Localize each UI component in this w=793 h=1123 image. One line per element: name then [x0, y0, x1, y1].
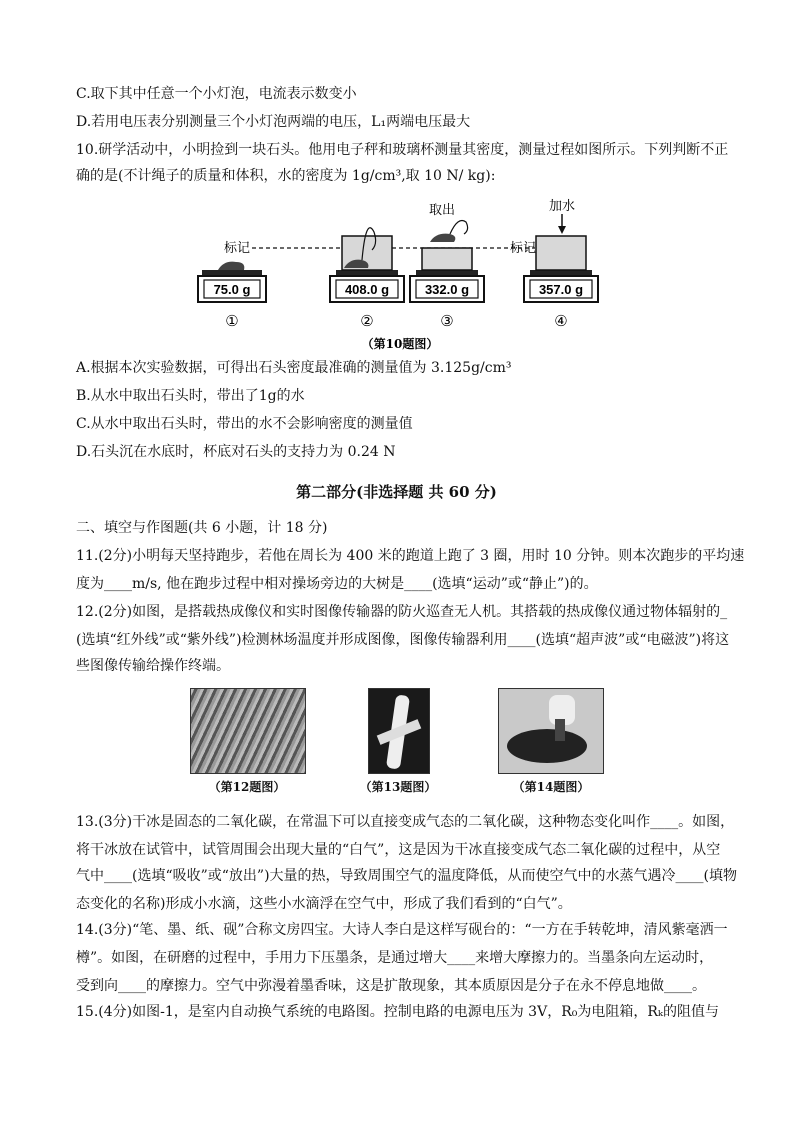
- photo-fig12-drone-forest: [190, 688, 306, 774]
- figure-10: [190, 196, 610, 356]
- question-14-line-3: 受到向____的摩擦力。空气中弥漫着墨香味，这是扩散现象，其本质原因是分子在永不停息地做____。: [76, 978, 706, 994]
- section-subtitle: 二、填空与作图题(共 6 小题，计 18 分): [76, 520, 328, 536]
- addwater-label: 加水: [548, 199, 576, 214]
- question-12-line-2: (选填“红外线”或“紫外线”)检测林场温度并形成图像，图像传输器利用____(选填“超声波”或“电磁波”)将这: [76, 632, 730, 648]
- question-13-line-1: 13.(3分)干冰是固态的二氧化碳，在常温下可以直接变成气态的二氧化碳，这种物态变化叫作____。如图，: [76, 814, 735, 830]
- question-11-line-1: 11.(2分)小明每天坚持跑步，若他在周长为 400 米的跑道上跑了 3 圈，用时 10 分钟。则本次跑步的平均速: [76, 548, 745, 564]
- option-10c: C.从水中取出石头时，带出的水不会影响密度的测量值: [76, 416, 413, 432]
- option-10d: D.石头沉在水底时，杯底对石头的支持力为 0.24 N: [76, 444, 396, 460]
- option-9c: C.取下其中任意一个小灯泡，电流表示数变小: [76, 86, 357, 102]
- caption-fig12: （第12题图）: [208, 780, 286, 794]
- question-11-line-2: 度为____m/s, 他在跑步过程中相对操场旁边的大树是____(选填“运动”或“静止”)的。: [76, 576, 598, 592]
- question-14-line-1: 14.(3分)“笔、墨、纸、砚”合称文房四宝。大诗人李白是这样写砚台的：“一方在手转乾坤，清风紫毫洒一: [76, 922, 728, 938]
- mark-label-right: 标记: [510, 241, 537, 256]
- reading-3: 332.0 g: [424, 282, 470, 297]
- question-13-line-2: 将干冰放在试管中，试管周围会出现大量的“白气”，这是因为干冰直接变成气态二氧化碳的过程中，从空: [76, 842, 721, 858]
- option-10b: B.从水中取出石头时，带出了1g的水: [76, 388, 305, 404]
- question-14-line-2: 樽”。如图，在研磨的过程中，手用力下压墨条，是通过增大____来增大摩擦力的。当墨条向左运动时，: [76, 950, 714, 966]
- reading-1: 75.0 g: [213, 282, 251, 297]
- option-10a: A.根据本次实验数据，可得出石头密度最准确的测量值为 3.125g/cm³: [76, 360, 512, 376]
- question-15-line-1: 15.(4分)如图-1，是室内自动换气系统的电路图。控制电路的电源电压为 3V，R₀为电阻箱，Rₖ的阻值与: [76, 1004, 719, 1020]
- figure-10-caption: （第10题图）: [361, 337, 439, 351]
- question-12-line-3: 些图像传输给操作终端。: [76, 658, 230, 674]
- reading-2: 408.0 g: [344, 282, 390, 297]
- takeout-label: 取出: [428, 203, 456, 218]
- caption-fig14: （第14题图）: [512, 780, 590, 794]
- label-1: ①: [225, 312, 239, 330]
- label-3: ③: [440, 312, 454, 330]
- mark-label-left: 标记: [223, 241, 250, 256]
- section-title: 第二部分(非选择题 共 60 分): [296, 483, 497, 501]
- question-10-line-1: 10.研学活动中，小明捡到一块石头。他用电子秤和玻璃杯测量其密度，测量过程如图所示。下列判断不正: [76, 142, 729, 158]
- label-2: ②: [360, 312, 374, 330]
- caption-fig13: （第13题图）: [359, 780, 437, 794]
- question-13-line-4: 态变化的名称)形成小水滴，这些小水滴浮在空气中，形成了我们看到的“白气”。: [76, 896, 572, 912]
- photo-fig14-ink-stone: [498, 688, 604, 774]
- reading-4: 357.0 g: [538, 282, 584, 297]
- question-12-line-1: 12.(2分)如图，是搭载热成像仪和实时图像传输器的防火巡查无人机。其搭载的热成像仪通过物体辐射的_: [76, 604, 728, 620]
- label-4: ④: [554, 312, 568, 330]
- photo-fig13-dry-ice-tube: [368, 688, 430, 774]
- question-10-line-2: 确的是(不计绳子的质量和体积，水的密度为 1g/cm³,取 10 N/ kg):: [76, 168, 496, 184]
- question-13-line-3: 气中____(选填“吸收”或“放出”)大量的热，导致周围空气的温度降低，从而使空气中的水蒸气遇冷____(填物: [76, 868, 738, 884]
- option-9d: D.若用电压表分别测量三个小灯泡两端的电压，L₁两端电压最大: [76, 114, 471, 130]
